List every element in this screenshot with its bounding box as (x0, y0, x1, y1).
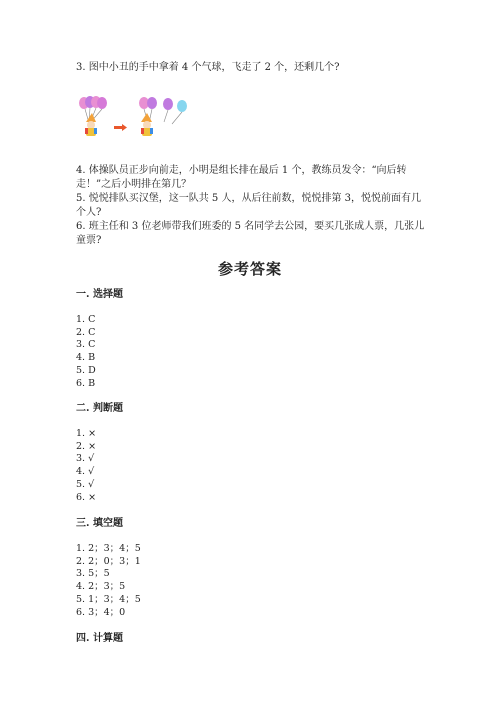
fill-blank-answers-list (76, 543, 141, 619)
choice-answers-list (76, 314, 96, 390)
clown-balloons-illustration (76, 96, 201, 138)
list-item: 4. 2；3；5 (76, 581, 126, 593)
list-item: 6. × (76, 491, 97, 503)
list-item: 1. C (76, 314, 96, 325)
list-item: 3. 5；5 (76, 568, 110, 580)
list-item: 5. 1；3；4；5 (76, 593, 141, 605)
answer-key-title: 参考答案 (217, 260, 282, 278)
list-item: 2. 2；0；3；1 (76, 555, 141, 567)
list-item: 6. 3；4；0 (76, 606, 126, 618)
flying-balloons-icon (163, 98, 187, 124)
list-item: 1. × (76, 428, 97, 439)
question-4-line-1: 4. 体操队员正步向前走，小明是组长排在最后 1 个，教练员发令：“向后转 (76, 165, 407, 176)
list-item: 5. D (76, 364, 96, 376)
list-item: 3. √ (76, 453, 95, 465)
list-item: 2. × (76, 440, 97, 452)
list-item: 1. 2；3；4；5 (76, 543, 141, 554)
list-item: 4. B (76, 352, 96, 364)
arrow-right-icon (114, 124, 127, 131)
list-item: 3. C (76, 339, 96, 351)
list-item: 4. √ (76, 466, 95, 478)
question-4-line-2: 走！”之后小明排在第几？ (76, 179, 192, 190)
section-title-choice: 一. 选择题 (76, 289, 123, 300)
list-item: 2. C (76, 326, 96, 338)
question-3: 3. 图中小丑的手中拿着 4 个气球，飞走了 2 个，还剩几个? (76, 62, 340, 73)
section-title-fill-blank: 三. 填空题 (76, 518, 123, 529)
list-item: 6. B (76, 377, 96, 389)
section-title-judgement: 二. 判断题 (76, 403, 123, 414)
section-title-calculation: 四. 计算题 (76, 633, 123, 644)
question-5-line-1: 5. 悦悦排队买汉堡，这一队共 5 人，从后往前数，悦悦排第 3，悦悦前面有几 (76, 193, 421, 204)
clown-left-icon (79, 96, 107, 136)
question-6-line-2: 童票? (76, 235, 102, 246)
question-6-line-1: 6. 班主任和 3 位老师带我们班委的 5 名同学去公园，要买几张成人票，几张儿 (76, 221, 425, 232)
question-5-line-2: 个人? (76, 207, 102, 218)
list-item: 5. √ (76, 478, 95, 490)
clown-right-icon (139, 97, 157, 136)
judgement-answers-list (76, 428, 96, 504)
